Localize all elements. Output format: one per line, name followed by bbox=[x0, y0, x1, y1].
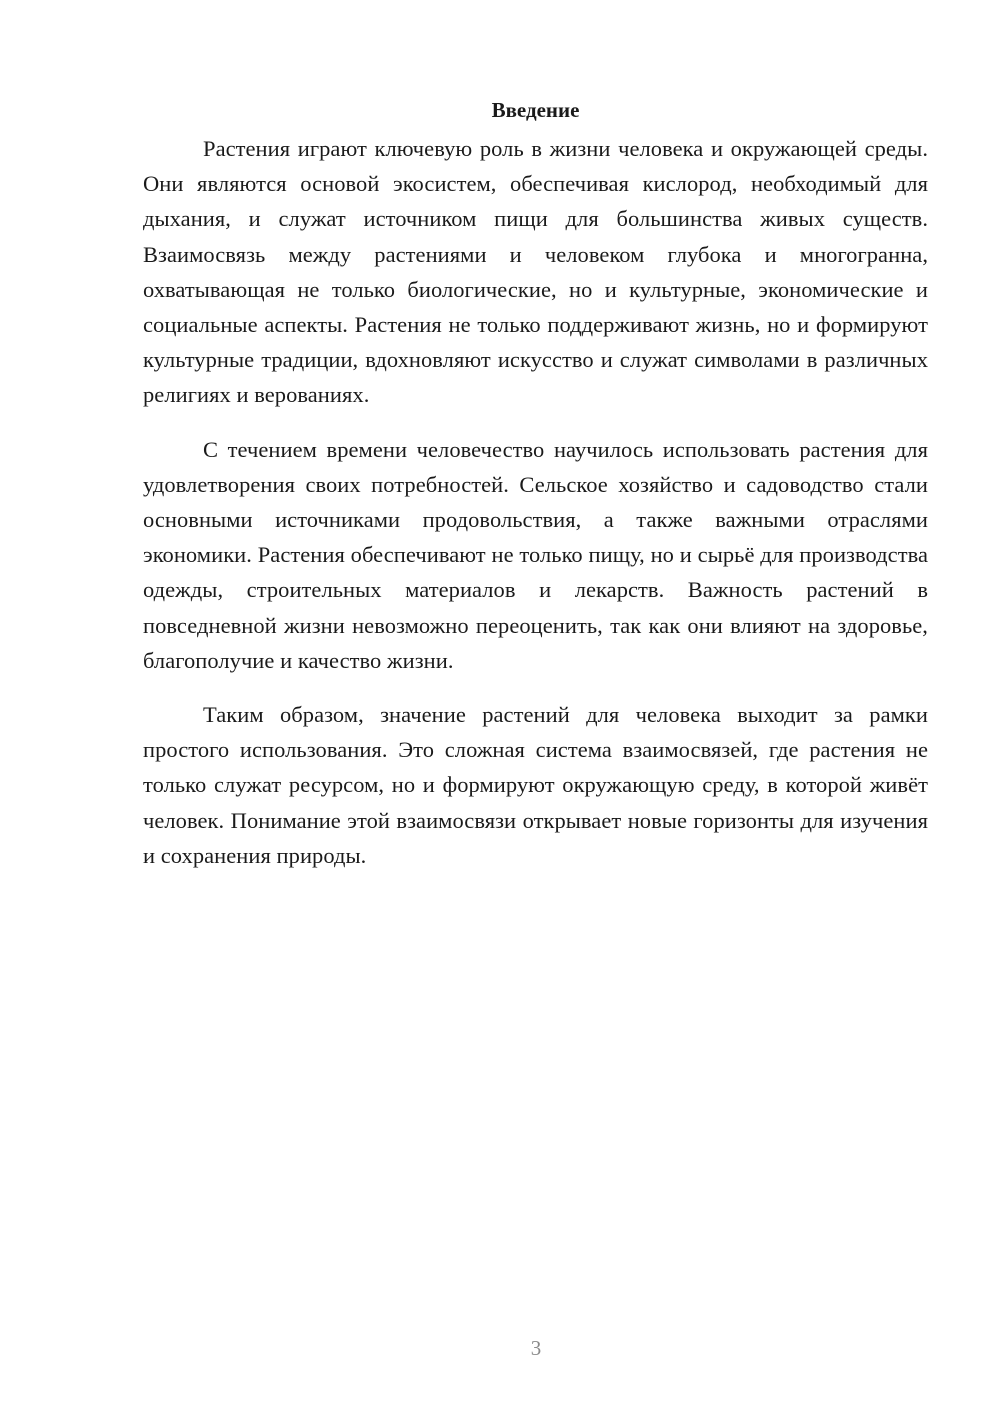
paragraph-1: Растения играют ключевую роль в жизни человека и окружающей среды. Они являются основой экосистем, обеспечивая кислород, необходимый для дыхания, и служат источником пищи для большинства живых существ. Взаимосвязь между растениями и человеком глубока и многогранна, охватывающая не только биологические, но и культурные, экономические и социальные аспекты. Растения не только поддерживают жизнь, но и формируют культурные традиции, вдохновляют искусство и служат символами в различных религиях и верованиях. bbox=[143, 136, 928, 408]
page-number: 3 bbox=[530, 1336, 542, 1360]
paragraph-2: С течением времени человечество научилось использовать растения для удовлетворения своих потребностей. Сельское хозяйство и садоводство стали основными источниками продовольствия, а также важными отраслями экономики. Растения обеспечивают не только пищу, но и сырьё для производства одежды, строительных материалов и лекарств. Важность растений в повседневной жизни невозможно переоценить, так как они влияют на здоровье, благополучие и качество жизни. bbox=[143, 436, 928, 673]
paragraph-3: Таким образом, значение растений для человека выходит за рамки простого использования. Это сложная система взаимосвязей, где растения не только служат ресурсом, но и формируют окружающую среду, в которой живёт человек. Понимание этой взаимосвязи открывает новые горизонты для изучения и сохранения природы. bbox=[143, 702, 928, 868]
page-content bbox=[143, 94, 928, 873]
section-heading: Введение bbox=[491, 98, 580, 122]
